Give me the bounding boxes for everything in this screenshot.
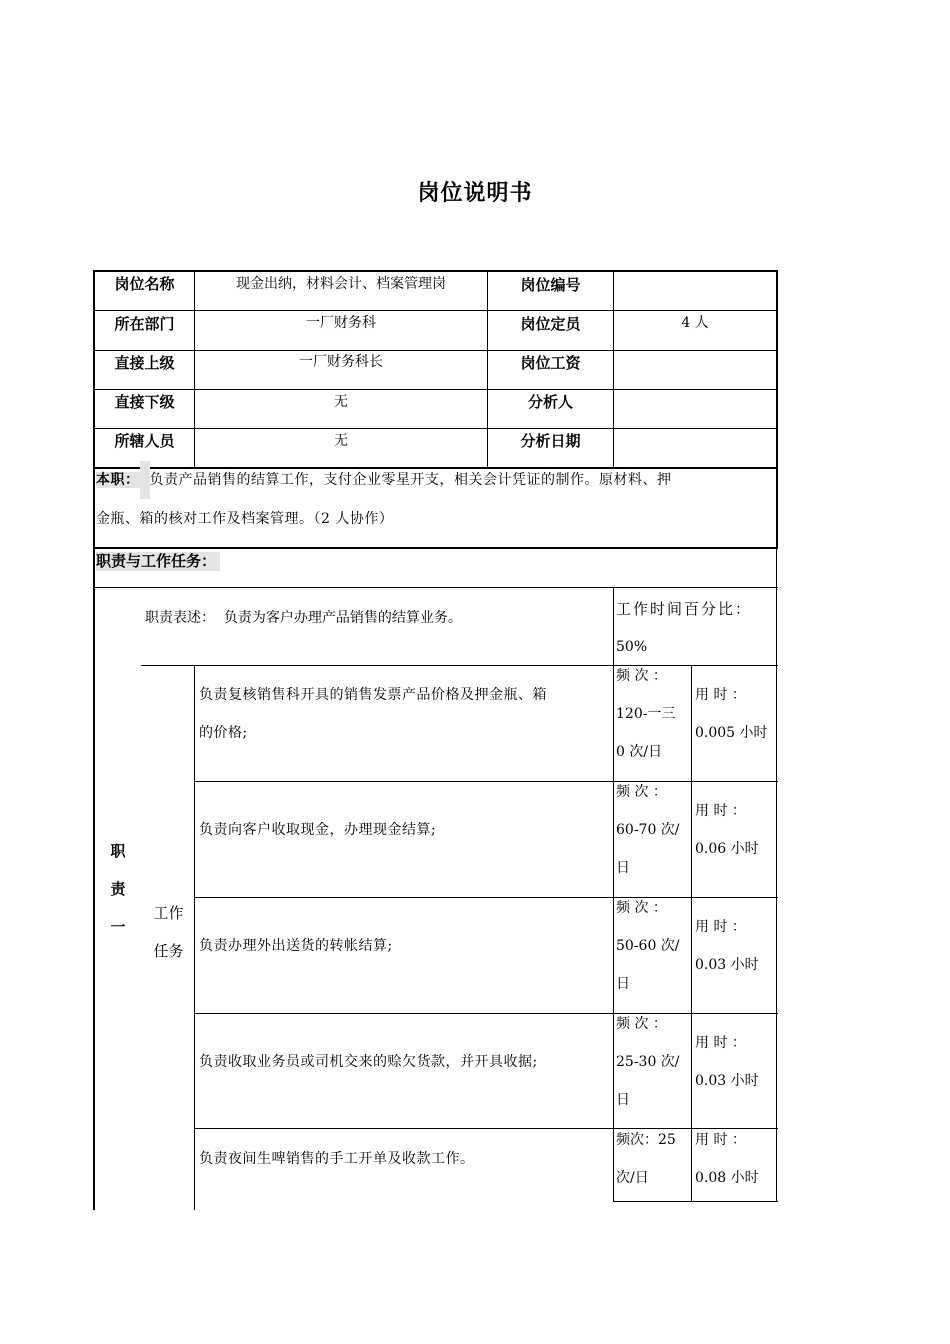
frequency-line: 60-70 次/ — [616, 822, 680, 838]
summary-section — [96, 461, 776, 499]
task-duration — [695, 1121, 777, 1197]
duty-side-label — [95, 832, 141, 946]
field-value: 一厂财务科长 — [299, 354, 383, 370]
field-label: 分析人 — [527, 393, 573, 411]
frequency-line: 日 — [616, 976, 630, 992]
frequency-line: 25-30 次/ — [616, 1054, 680, 1070]
duty-side-char: 一 — [110, 918, 126, 936]
duration-line: 用 时 ： — [695, 1035, 746, 1051]
duration-line: 用 时 ： — [695, 1132, 746, 1148]
duty-description-label: 职责表述： — [145, 610, 215, 626]
field-value: 一厂财务科 — [306, 315, 376, 331]
duty-description — [145, 599, 605, 637]
frequency-line: 频 次 ： — [616, 900, 667, 916]
task-frequency — [616, 773, 692, 887]
frequency-line: 次/日 — [616, 1170, 649, 1186]
task-text — [199, 676, 613, 752]
field-label: 所辖人员 — [114, 432, 175, 450]
field-label: 所在部门 — [114, 315, 175, 333]
task-text: 负责夜间生啤销售的手工开单及收款工作。 — [199, 1151, 475, 1167]
task-text: 负责向客户收取现金，办理现金结算; — [199, 822, 437, 838]
frequency-line: 0 次/日 — [616, 744, 663, 760]
duration-line: 0.03 小时 — [695, 1073, 759, 1089]
field-label: 分析日期 — [520, 432, 581, 450]
frequency-line: 频次：25 — [616, 1132, 676, 1148]
col-divider — [613, 665, 614, 1202]
field-value: 4 人 — [681, 315, 709, 331]
task-duration — [695, 676, 777, 752]
duration-line: 用 时 ： — [695, 687, 746, 703]
row-divider — [93, 350, 778, 351]
row-divider — [93, 587, 778, 588]
frequency-line: 频 次 ： — [616, 1016, 667, 1032]
summary-line2: 金瓶、箱的核对工作及档案管理。（2 人协作） — [96, 511, 394, 527]
field-label: 岗位定员 — [520, 315, 581, 333]
frequency-line: 50-60 次/ — [616, 938, 680, 954]
task-duration — [695, 792, 777, 868]
duration-line: 0.005 小时 — [695, 725, 768, 741]
duty-side-char: 职 — [110, 842, 126, 860]
duration-line: 0.03 小时 — [695, 957, 759, 973]
duration-line: 用 时 ： — [695, 803, 746, 819]
row-divider — [93, 389, 778, 390]
table-border-top — [93, 270, 778, 272]
task-text: 负责办理外出送货的转帐结算; — [199, 938, 393, 954]
task-text-line: 的价格; — [199, 725, 248, 741]
field-label: 岗位名称 — [114, 275, 175, 293]
task-label-line: 任务 — [153, 942, 184, 960]
task-frequency — [616, 1005, 692, 1119]
duty-description-text: 负责为客户办理产品销售的结算业务。 — [223, 610, 462, 626]
field-label: 岗位工资 — [520, 354, 581, 372]
duration-line: 用 时 ： — [695, 919, 746, 935]
task-frequency — [616, 1121, 692, 1197]
task-duration — [695, 908, 777, 984]
task-frequency — [616, 657, 692, 771]
row-divider — [93, 428, 778, 429]
time-percentage-value: 50% — [616, 639, 648, 655]
task-label-line: 工作 — [153, 904, 184, 922]
field-value: 无 — [334, 433, 348, 449]
frequency-line: 频 次 ： — [616, 784, 667, 800]
duties-header: 职责与工作任务： — [96, 552, 220, 571]
frequency-line: 日 — [616, 860, 630, 876]
summary-line1: 负责产品销售的结算工作，支付企业零星开支，相关会计凭证的制作。原材料、押 — [149, 472, 672, 488]
page-title: 岗位说明书 — [417, 181, 533, 206]
table-border-right — [776, 547, 777, 587]
task-duration — [695, 1024, 777, 1100]
row-divider — [613, 1201, 778, 1202]
task-frequency — [616, 889, 692, 1003]
frequency-line: 日 — [616, 1092, 630, 1108]
job-description-table — [93, 270, 778, 1210]
table-border-right — [776, 587, 777, 666]
row-divider — [93, 547, 778, 549]
field-label: 岗位编号 — [520, 276, 581, 294]
frequency-line: 频 次 ： — [616, 668, 667, 684]
time-percentage-label: 工作时间百分比： — [616, 600, 753, 618]
col-divider — [613, 270, 614, 467]
row-divider — [93, 310, 778, 311]
field-value: 现金出纳，材料会计、档案管理岗 — [236, 276, 446, 292]
duty-side-char: 责 — [110, 880, 126, 898]
field-label: 直接上级 — [114, 354, 175, 372]
field-label: 直接下级 — [114, 393, 175, 411]
duration-line: 0.08 小时 — [695, 1170, 759, 1186]
table-border-right — [776, 270, 778, 549]
task-text: 负责收取业务员或司机交来的赊欠货款，并开具收据; — [199, 1054, 538, 1070]
col-divider — [613, 587, 614, 666]
frequency-line: 120-一三 — [616, 706, 676, 722]
summary-label: 本职： — [96, 472, 140, 488]
task-label — [143, 894, 194, 970]
duration-line: 0.06 小时 — [695, 841, 759, 857]
task-text-line: 负责复核销售科开具的销售发票产品价格及押金瓶、箱 — [199, 687, 547, 703]
time-percentage — [616, 590, 774, 666]
field-value: 无 — [334, 394, 348, 410]
